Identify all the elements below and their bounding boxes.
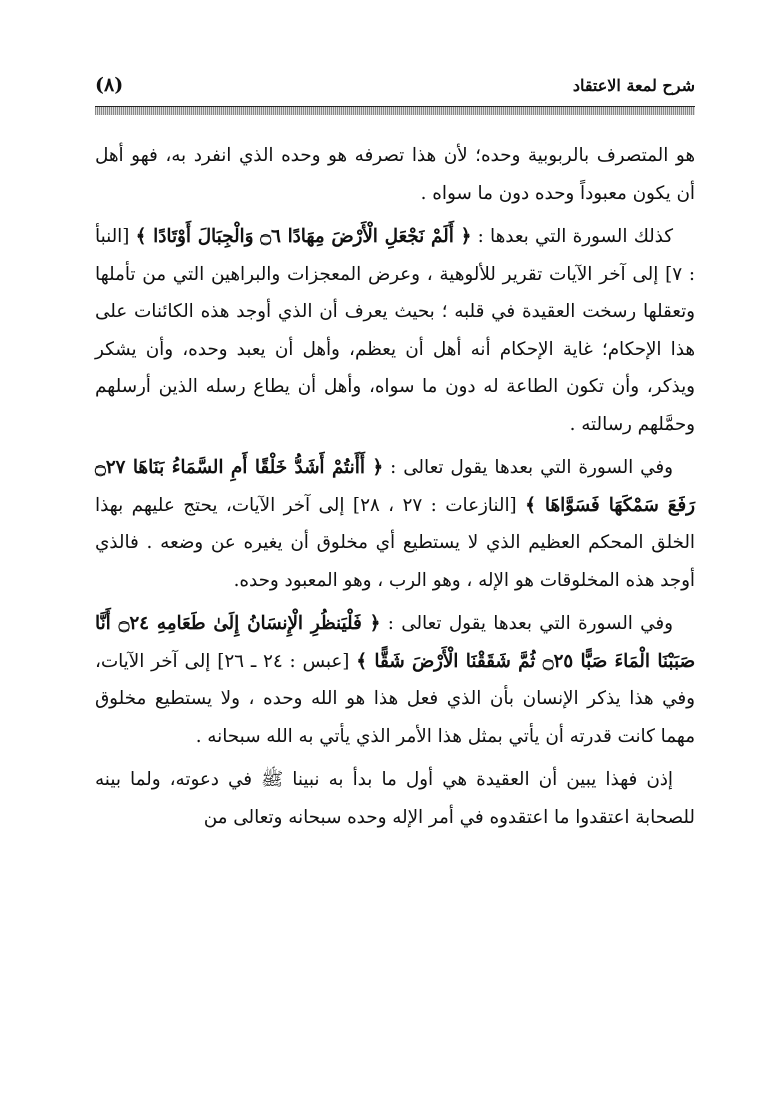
page-number: (٨) (95, 74, 124, 96)
paragraph-3 (95, 449, 695, 599)
page-body (95, 137, 695, 836)
paragraph-text: [عبس : ٢٤ ـ ٢٦] إلى آخر الآيات، وفي هذا يذكر الإنسان بأن الذي فعل هذا هو الله وحده ، ولا يستطيع مخلوق مهما كانت قدرته أن يأتي بمثل هذا الأمر الذي يأتي به الله سبحانه . (95, 650, 695, 747)
paragraph-text: إذن فهذا يبين أن العقيدة هي أول ما بدأ به نبينا ﷺ في دعوته، ولما بينه للصحابة اعتقدوا ما اعتقدوه في أمر الإله وحده سبحانه وتعالى من (95, 769, 695, 828)
quran-verse: ﴿ أَلَمْ نَجْعَلِ الْأَرْضَ مِهَادًا ۝٦ وَالْجِبَالَ أَوْتَادًا ﴾ (135, 226, 472, 247)
book-page (95, 70, 695, 836)
page-header (95, 70, 695, 106)
paragraph-1 (95, 137, 695, 212)
book-title: شرح لمعة الاعتقاد (572, 76, 695, 95)
paragraph-text: [النبأ : ٧] إلى آخر الآيات تقرير للألوهية ، وعرض المعجزات والبراهين التي من تأملها وتعقلها رسخت العقيدة في قلبه ؛ بحيث يعرف أن الذي أوجد هذه الكائنات على هذا الإحكام؛ غاية الإحكام أنه أهل أن يعظم، وأهل أن يعبد وحده، وأن يشكر ويذكر، وأن تكون الطاعة له دون ما سواه، وأهل أن يطاع رسله الذين أرسلهم وحمَّلهم رسالته . (95, 226, 695, 435)
paragraph-5 (95, 761, 695, 836)
paragraph-text: [النازعات : ٢٧ ، ٢٨] إلى آخر الآيات، يحتج عليهم بهذا الخلق المحكم العظيم الذي لا يستطيع أي مخلوق أن يغيره عن وضعه . فالذي أوجد هذه المخلوقات هو الإله ، وهو الرب ، وهو المعبود وحده. (95, 494, 695, 591)
quran-verse: ﴿ أَأَنتُمْ أَشَدُّ خَلْقًا أَمِ السَّمَاءُ بَنَاهَا ۝٢٧ رَفَعَ سَمْكَهَا فَسَوَّاهَا ﴾ (95, 457, 695, 516)
header-rule (95, 106, 695, 115)
paragraph-2 (95, 218, 695, 443)
paragraph-text: كذلك السورة التي بعدها : (471, 226, 673, 247)
quran-verse: ﴿ فَلْيَنظُرِ الْإِنسَانُ إِلَىٰ طَعَامِهِ ۝٢٤ أَنَّا صَبَبْنَا الْمَاءَ صَبًّا ۝٢٥ ثُمَّ شَقَقْنَا الْأَرْضَ شَقًّا ﴾ (95, 613, 695, 672)
paragraph-4 (95, 605, 695, 755)
paragraph-text: وفي السورة التي بعدها يقول تعالى : (380, 613, 673, 634)
paragraph-text: هو المتصرف بالربوبية وحده؛ لأن هذا تصرفه هو وحده الذي انفرد به، فهو أهل أن يكون معبوداً وحده دون ما سواه . (95, 145, 695, 204)
paragraph-text: وفي السورة التي بعدها يقول تعالى : (383, 457, 673, 478)
